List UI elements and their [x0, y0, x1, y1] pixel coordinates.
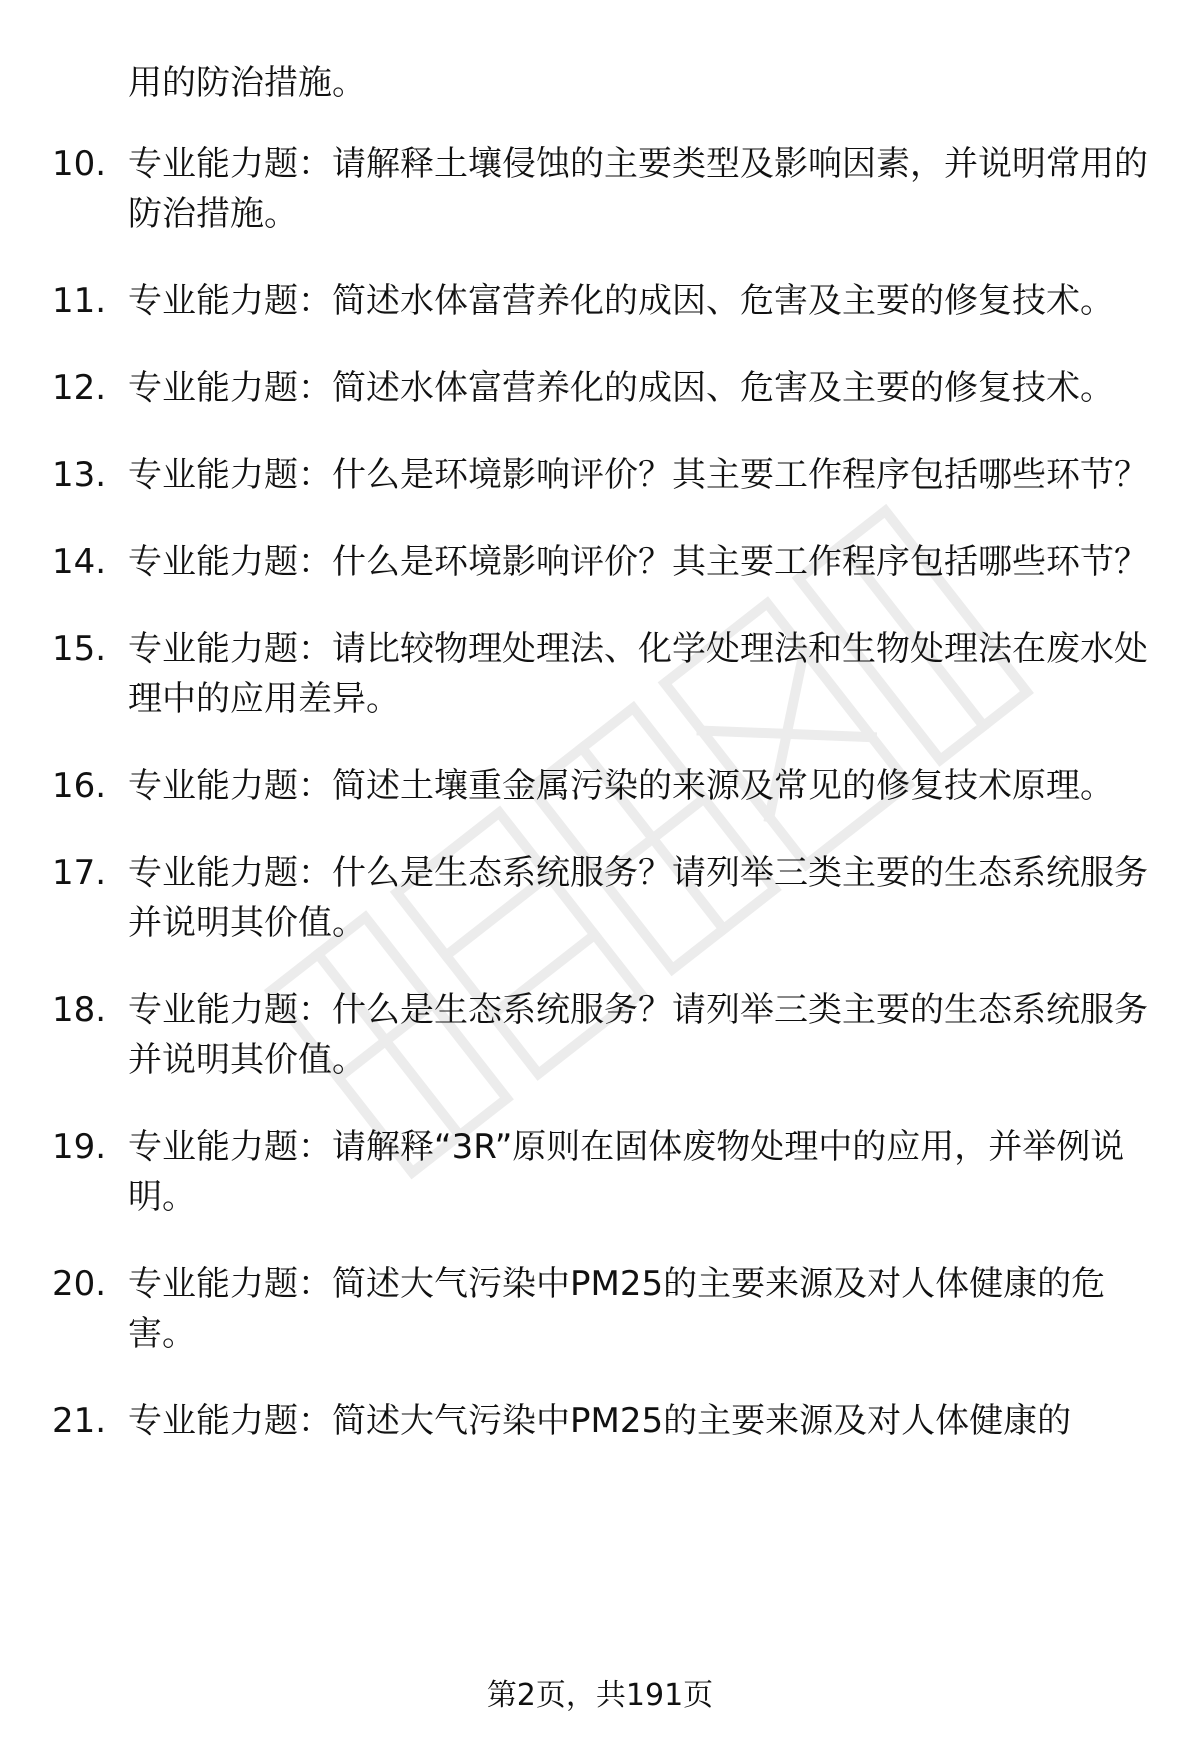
- item-text: 专业能力题：请解释土壤侵蚀的主要类型及影响因素，并说明常用的防治措施。: [128, 144, 1148, 234]
- item-number: 19.: [52, 1127, 107, 1167]
- list-item: [0, 848, 1200, 948]
- list-item: [0, 1396, 1200, 1446]
- item-number: 11.: [52, 281, 107, 321]
- item-text: 专业能力题：什么是环境影响评价？其主要工作程序包括哪些环节？: [128, 542, 1148, 582]
- page-footer: 第2页，共191页: [486, 1678, 714, 1713]
- list-item: [0, 985, 1200, 1085]
- item-text: 专业能力题：简述水体富营养化的成因、危害及主要的修复技术。: [128, 281, 1114, 321]
- item-text: 专业能力题：什么是生态系统服务？请列举三类主要的生态系统服务并说明其价值。: [128, 990, 1148, 1080]
- question-list: [0, 58, 1200, 1483]
- list-item: [0, 139, 1200, 239]
- item-text: 用的防治措施。: [128, 63, 366, 103]
- item-text: 专业能力题：简述水体富营养化的成因、危害及主要的修复技术。: [128, 368, 1114, 408]
- item-number: 10.: [52, 144, 107, 184]
- item-text: 专业能力题：简述大气污染中PM25的主要来源及对人体健康的危害。: [128, 1264, 1106, 1354]
- list-item: [0, 363, 1200, 413]
- item-text: 专业能力题：简述土壤重金属污染的来源及常见的修复技术原理。: [128, 766, 1114, 806]
- list-item: [0, 450, 1200, 500]
- list-item: [0, 1259, 1200, 1359]
- item-text: 专业能力题：简述大气污染中PM25的主要来源及对人体健康的: [128, 1401, 1072, 1441]
- list-item: [0, 761, 1200, 811]
- list-item: [0, 537, 1200, 587]
- item-number: 14.: [52, 542, 107, 582]
- list-item-continuation: [0, 58, 1200, 108]
- item-number: 17.: [52, 853, 107, 893]
- item-number: 21.: [52, 1401, 107, 1441]
- item-number: 12.: [52, 368, 107, 408]
- item-text: 专业能力题：请比较物理处理法、化学处理法和生物处理法在废水处理中的应用差异。: [128, 629, 1148, 719]
- item-number: 20.: [52, 1264, 107, 1304]
- item-number: 16.: [52, 766, 107, 806]
- list-item: [0, 624, 1200, 724]
- item-text: 专业能力题：什么是生态系统服务？请列举三类主要的生态系统服务并说明其价值。: [128, 853, 1148, 943]
- item-text: 专业能力题：什么是环境影响评价？其主要工作程序包括哪些环节？: [128, 455, 1148, 495]
- item-text: 专业能力题：请解释“3R”原则在固体废物处理中的应用，并举例说明。: [128, 1127, 1125, 1217]
- item-number: 13.: [52, 455, 107, 495]
- list-item: [0, 276, 1200, 326]
- item-number: 15.: [52, 629, 107, 669]
- list-item: [0, 1122, 1200, 1222]
- item-number: 18.: [52, 990, 107, 1030]
